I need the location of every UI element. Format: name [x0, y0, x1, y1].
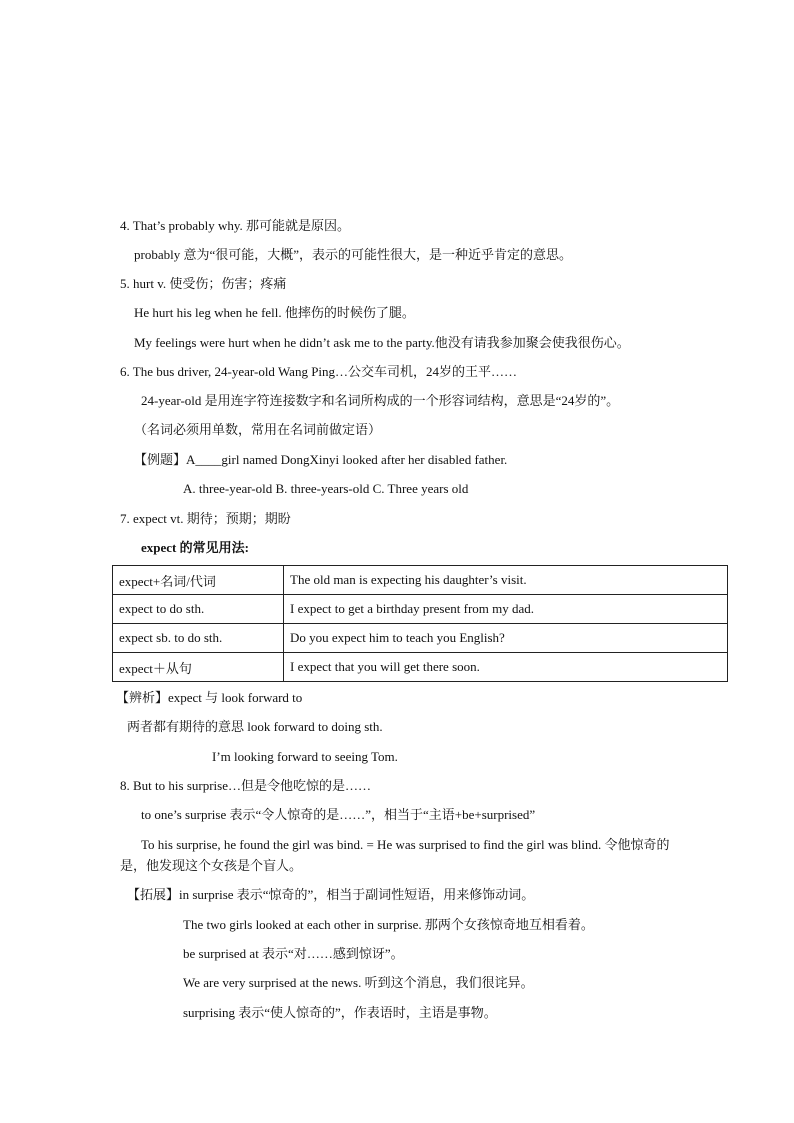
- table-row: [113, 566, 728, 595]
- section-8-extension: 【拓展】in surprise 表示“惊奇的”，相当于副词性短语，用来修饰动词。: [127, 887, 535, 902]
- table-row: [113, 624, 728, 653]
- usage-example-cell: The old man is expecting his daughter’s visit.: [284, 566, 728, 595]
- section-5-example-2: My feelings were hurt when he didn’t ask me to the party.他没有请我参加聚会使我很伤心。: [134, 335, 630, 350]
- section-8-title: 8. But to his surprise…但是令他吃惊的是……: [120, 778, 371, 793]
- section-8-example-1a: To his surprise, he found the girl was bind. = He was surprised to find the girl was blind. 令他惊奇的: [141, 837, 670, 852]
- section-8-extension-4: surprising 表示“使人惊奇的”，作表语时，主语是事物。: [183, 1005, 497, 1020]
- section-8-note-1: to one’s surprise 表示“令人惊奇的是……”，相当于“主语+be+surprised”: [141, 807, 536, 822]
- usage-pattern-cell: expect＋从句: [113, 653, 284, 682]
- section-5-title: 5. hurt v. 使受伤；伤害；疼痛: [120, 276, 287, 291]
- section-8-extension-1: The two girls looked at each other in surprise. 那两个女孩惊奇地互相看着。: [183, 917, 594, 932]
- section-4-title: 4. That’s probably why. 那可能就是原因。: [120, 218, 351, 233]
- section-6-title: 6. The bus driver, 24-year-old Wang Ping…公交车司机，24岁的王平……: [120, 364, 518, 379]
- section-7-usage-heading: expect 的常见用法:: [141, 540, 249, 555]
- section-6-options: A. three-year-old B. three-years-old C. Three years old: [183, 481, 469, 496]
- expect-usage-table: [112, 565, 728, 682]
- usage-example-cell: I expect to get a birthday present from my dad.: [284, 595, 728, 624]
- table-row: [113, 653, 728, 682]
- usage-pattern-cell: expect+名词/代词: [113, 566, 284, 595]
- section-7-analysis-3: I’m looking forward to seeing Tom.: [212, 749, 398, 764]
- section-7-analysis: 【辨析】expect 与 look forward to: [116, 690, 303, 705]
- table-row: [113, 595, 728, 624]
- section-8-extension-2: be surprised at 表示“对……感到惊讶”。: [183, 946, 404, 961]
- usage-example-cell: Do you expect him to teach you English?: [284, 624, 728, 653]
- section-6-note-1: 24-year-old 是用连字符连接数字和名词所构成的一个形容词结构，意思是“24岁的”。: [141, 393, 620, 408]
- usage-pattern-cell: expect to do sth.: [113, 595, 284, 624]
- section-7-analysis-2: 两者都有期待的意思 look forward to doing sth.: [127, 719, 383, 734]
- section-8-example-1b: 是，他发现这个女孩是个盲人。: [120, 858, 303, 873]
- section-6-note-2: （名词必须用单数，常用在名词前做定语）: [134, 422, 382, 437]
- section-8-extension-3: We are very surprised at the news. 听到这个消息，我们很诧异。: [183, 975, 534, 990]
- section-7-title: 7. expect vt. 期待；预期；期盼: [120, 511, 291, 526]
- usage-pattern-cell: expect sb. to do sth.: [113, 624, 284, 653]
- usage-example-cell: I expect that you will get there soon.: [284, 653, 728, 682]
- section-6-example: 【例题】A____girl named DongXinyi looked after her disabled father.: [134, 452, 508, 467]
- section-5-example-1: He hurt his leg when he fell. 他摔伤的时候伤了腿。: [134, 305, 415, 320]
- section-4-note: probably 意为“很可能，大概”，表示的可能性很大，是一种近乎肯定的意思。: [134, 247, 573, 262]
